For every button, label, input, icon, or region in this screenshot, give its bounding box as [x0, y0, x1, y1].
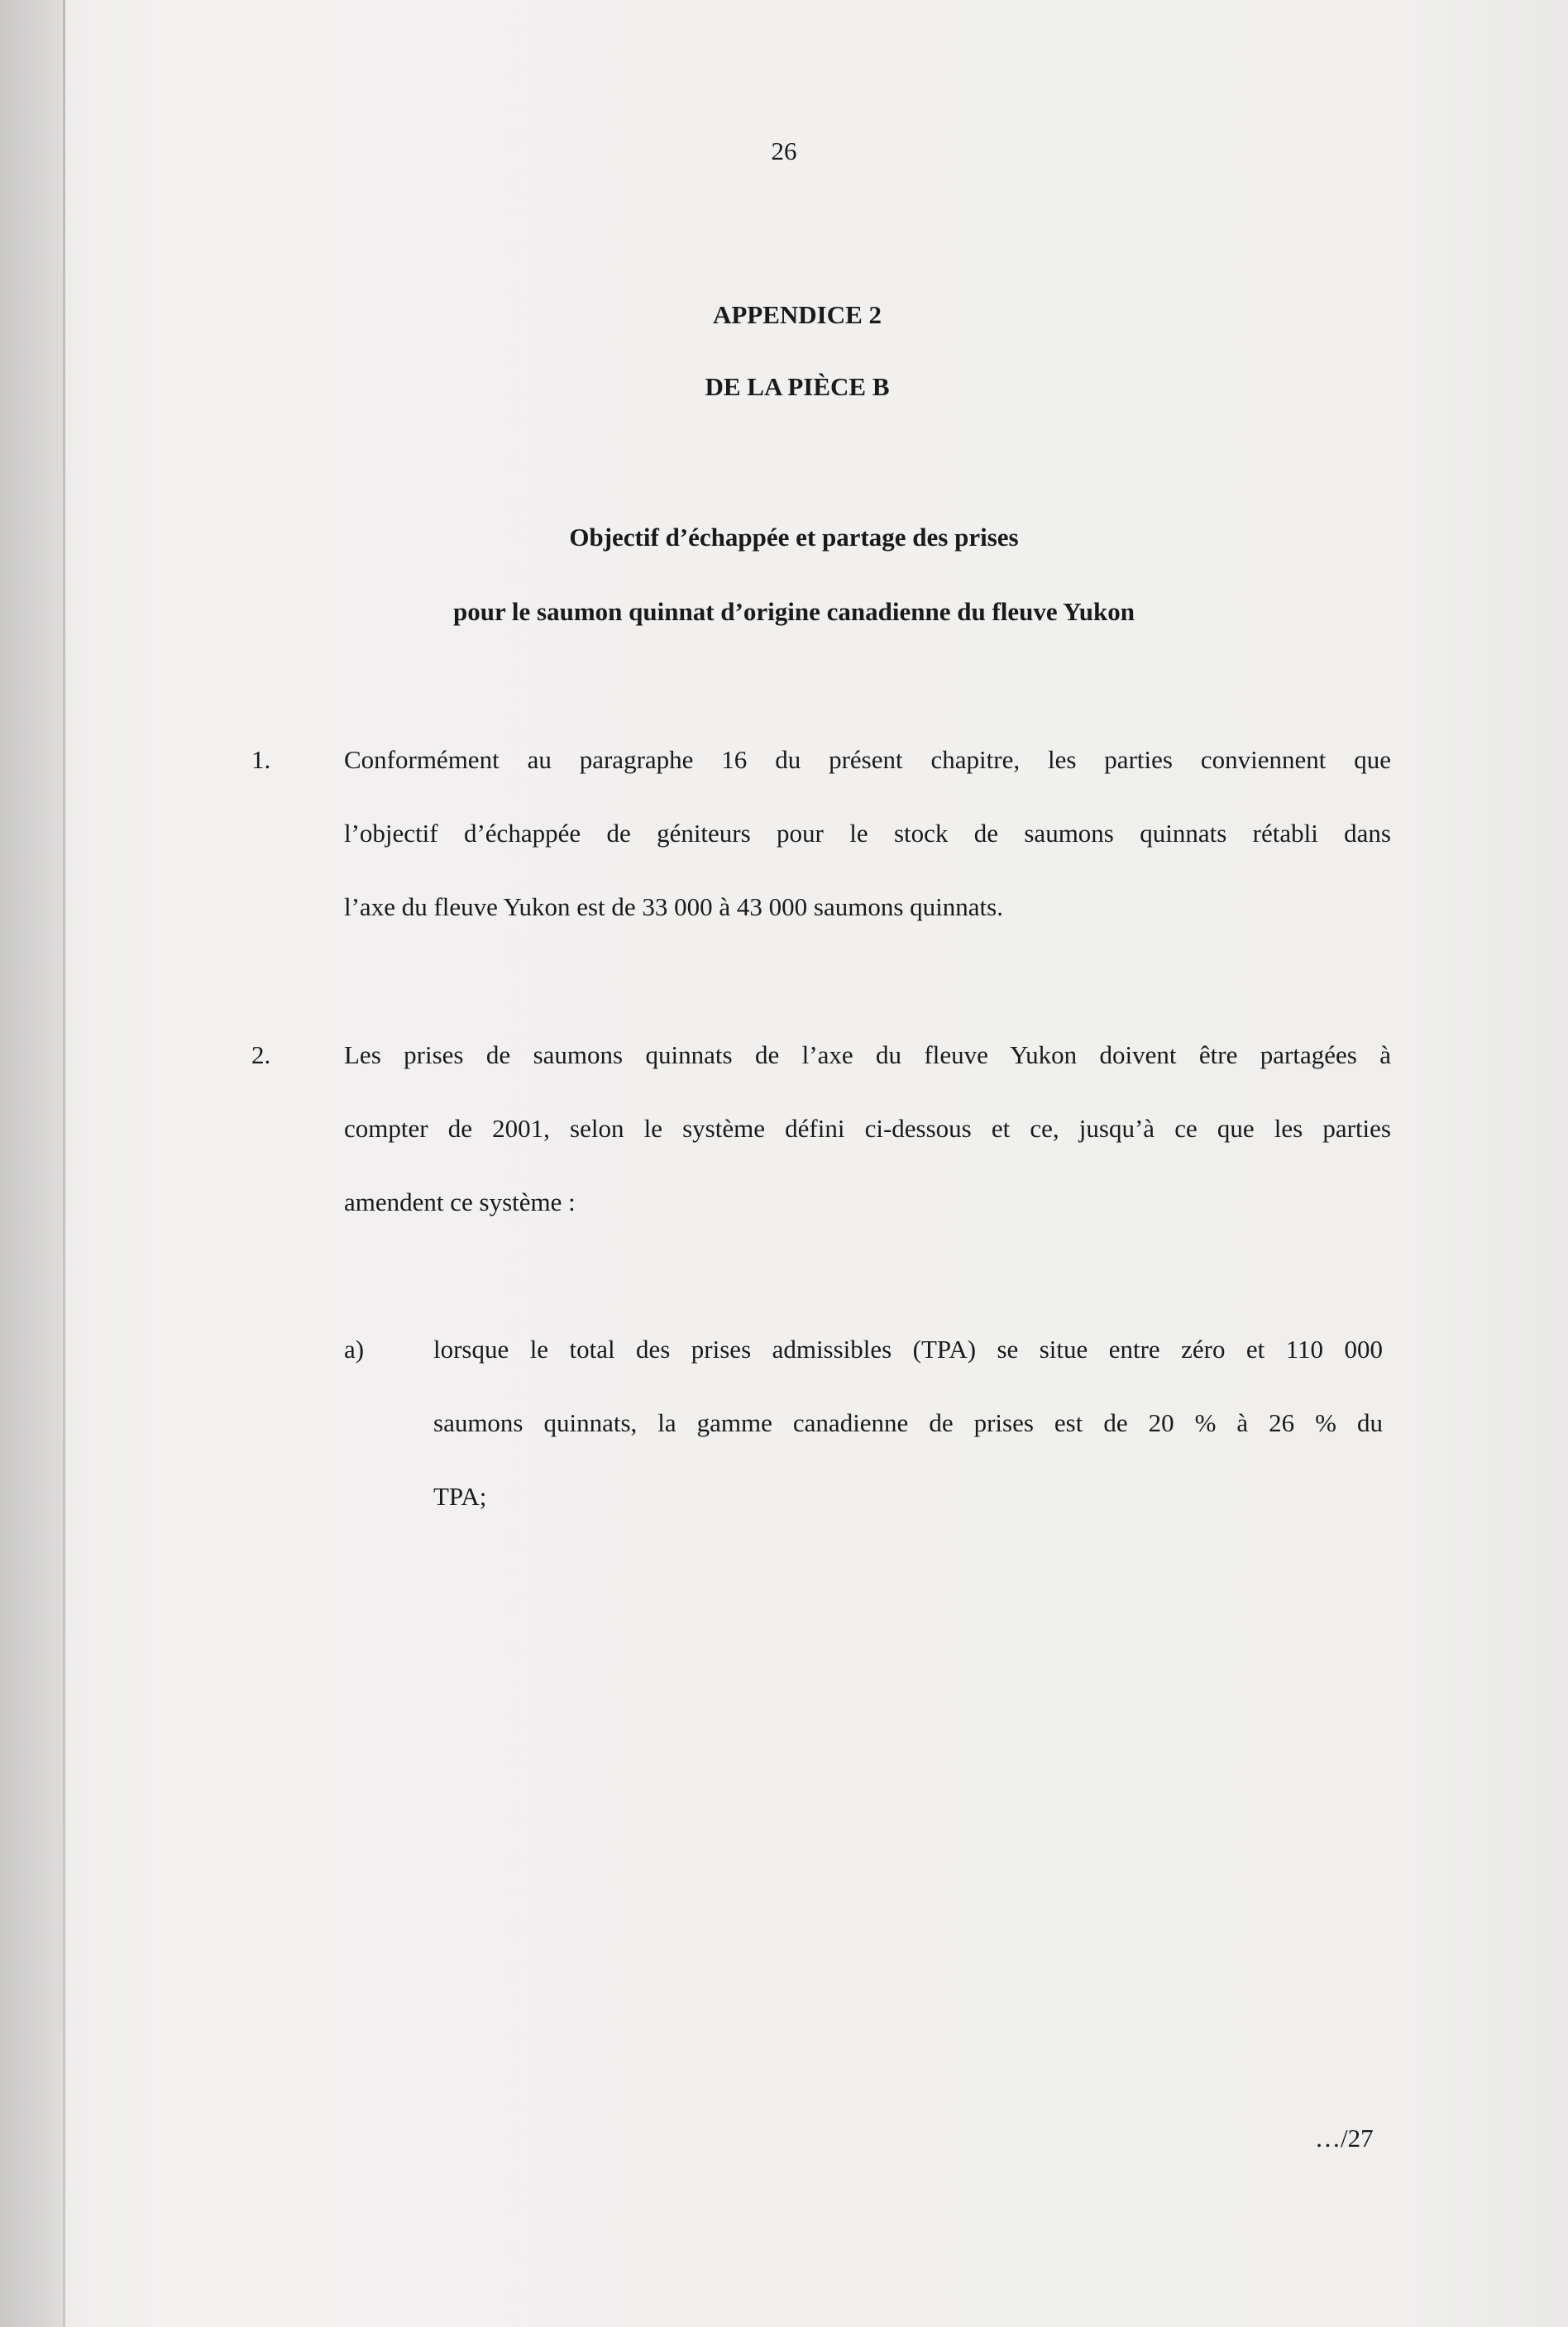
item-2-number: 2.	[251, 1040, 271, 1069]
subitem-a-line-1: lorsque le total des prises admissibles (TPA) se situe entre zéro et 110 000	[433, 1335, 1383, 1364]
subitem-a-letter: a)	[344, 1335, 365, 1364]
page-number: 26	[771, 136, 797, 165]
page-binding-shadow	[0, 0, 63, 2327]
section-title-line-2: pour le saumon quinnat d’origine canadienne du fleuve Yukon	[452, 597, 1135, 626]
page-binding-edge	[63, 0, 65, 2327]
appendix-subheading: DE LA PIÈCE B	[705, 372, 890, 401]
item-2-line-3: amendent ce système :	[344, 1187, 576, 1216]
item-1-number: 1.	[251, 745, 271, 774]
item-2-line-1: Les prises de saumons quinnats de l’axe du fleuve Yukon doivent être partagées à	[344, 1040, 1391, 1069]
section-title-line-1: Objectif d’échappée et partage des prises	[569, 523, 1019, 552]
item-1-line-1: Conformément au paragraphe 16 du présent chapitre, les parties conviennent que	[344, 745, 1391, 774]
continuation-marker: …/27	[1315, 2124, 1374, 2153]
appendix-title: APPENDICE 2	[712, 300, 882, 329]
subitem-a-line-2: saumons quinnats, la gamme canadienne de prises est de 20 % à 26 % du	[433, 1408, 1383, 1437]
item-1-line-2: l’objectif d’échappée de géniteurs pour le stock de saumons quinnats rétabli dans	[344, 819, 1391, 848]
item-1-line-3: l’axe du fleuve Yukon est de 33 000 à 43 000 saumons quinnats.	[344, 892, 1003, 921]
item-2-line-2: compter de 2001, selon le système défini ci-dessous et ce, jusqu’à ce que les parties	[344, 1114, 1391, 1143]
subitem-a-line-3: TPA;	[433, 1482, 487, 1511]
